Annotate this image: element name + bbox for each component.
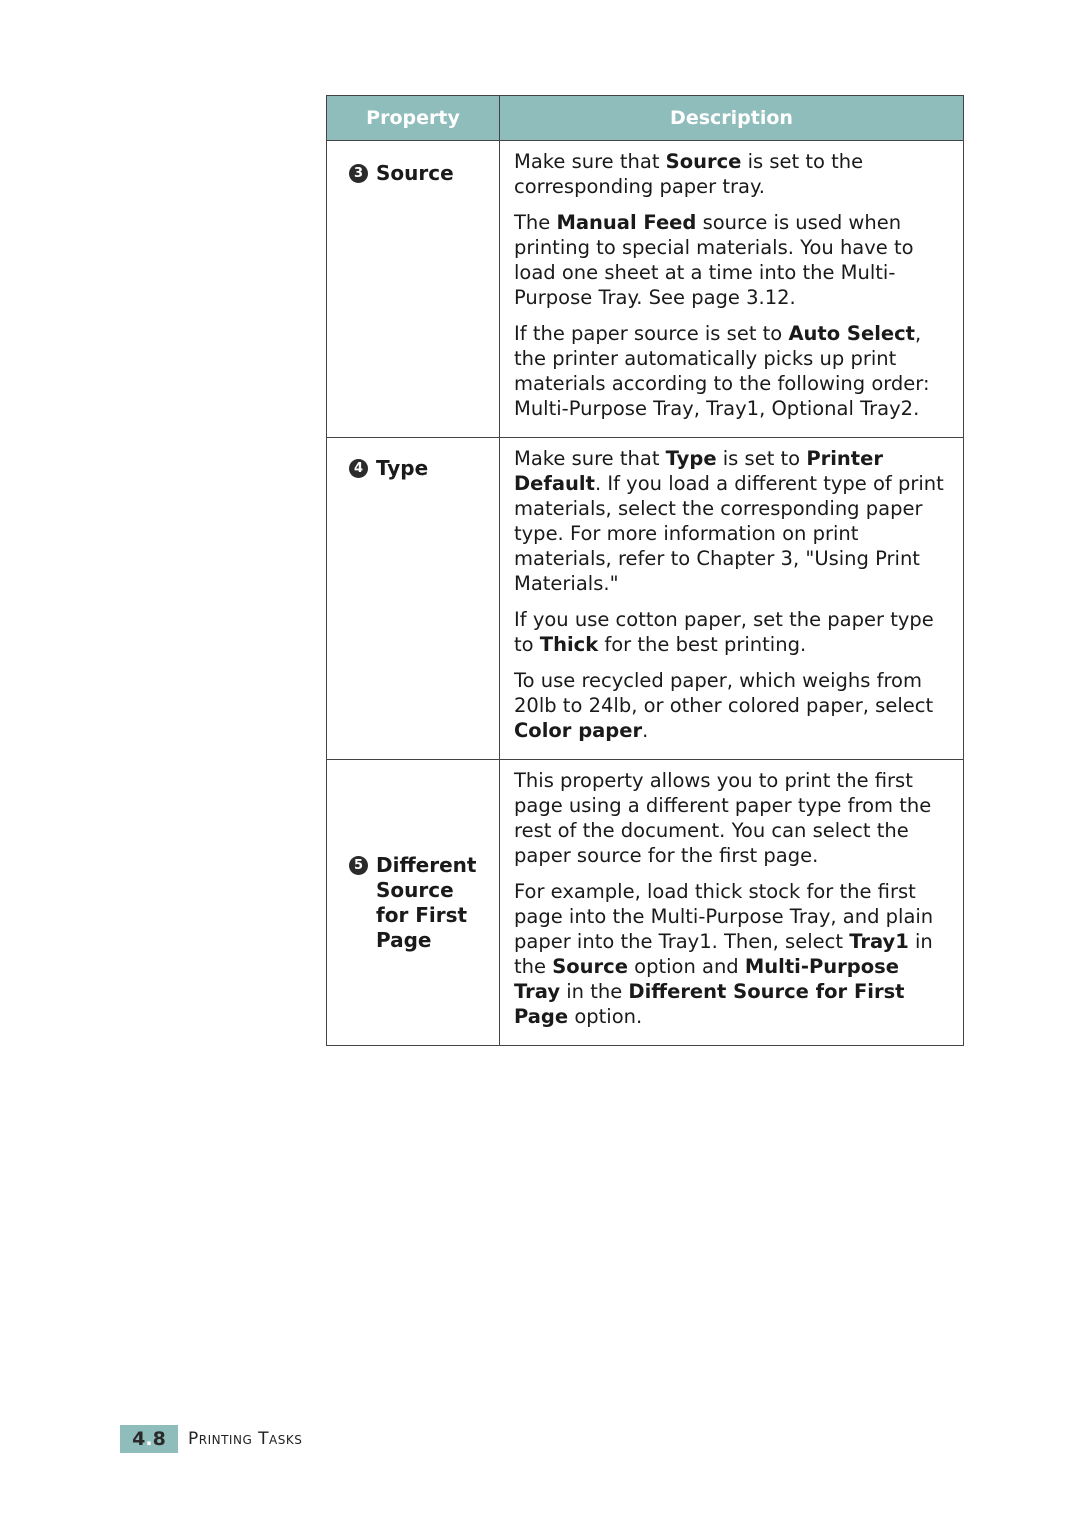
number-3-icon: 3	[349, 164, 368, 183]
page-footer	[120, 1425, 302, 1453]
property-label-source: Source	[376, 161, 454, 185]
bold-text: Tray1	[849, 930, 909, 953]
property-source	[349, 161, 491, 186]
header-description: Description	[500, 96, 964, 141]
header-property: Property	[327, 96, 500, 141]
text: Make sure that	[514, 150, 666, 173]
property-label-different-source: Different Source for First Page	[376, 852, 477, 952]
description-cell-different-source	[500, 760, 964, 1046]
source-paragraph-3	[514, 321, 949, 421]
bold-text: Manual Feed	[556, 211, 697, 234]
bold-text: Color paper	[514, 719, 643, 742]
text: is set to the corresponding paper tray.	[514, 150, 864, 198]
property-cell-source	[327, 141, 500, 438]
type-paragraph-1	[514, 446, 949, 596]
text: for the best printing.	[598, 633, 807, 656]
text: is set to	[716, 447, 807, 470]
text: option and	[627, 955, 745, 978]
text: source is used when printing to special materials. You have to load one sheet at a time into the Multi-Purpose Tray. See page 3.12.	[514, 211, 914, 309]
table-row-type	[327, 438, 964, 760]
different-source-paragraph-1	[514, 768, 949, 868]
bold-text: Source	[665, 150, 742, 173]
text: If the paper source is set to	[514, 322, 789, 345]
table-header-row	[327, 96, 964, 141]
source-paragraph-1	[514, 149, 949, 199]
text: If you use cotton paper, set the paper type to	[514, 608, 934, 656]
property-label-type: Type	[376, 456, 429, 480]
property-cell-type	[327, 438, 500, 760]
property-cell-different-source	[327, 760, 500, 1046]
text: This property allows you to print the first page using a different paper type from the rest of the document. You can select the paper source for the first page.	[514, 769, 932, 867]
table-row-different-source	[327, 760, 964, 1046]
bold-text: Source	[552, 955, 628, 978]
text: , the printer automatically picks up print materials according to the following order: Multi-Purpose Tray, Tray1, Optional Tray2.	[514, 322, 930, 420]
text: For example, load thick stock for the first page into the Multi-Purpose Tray, and plain paper into the Tray1. Then, select	[514, 880, 934, 953]
type-paragraph-2	[514, 607, 949, 657]
text: Make sure that	[514, 447, 666, 470]
type-paragraph-3	[514, 668, 949, 743]
description-cell-type	[500, 438, 964, 760]
table-row-source	[327, 141, 964, 438]
number-5-icon: 5	[349, 856, 368, 875]
page-number	[120, 1425, 178, 1453]
bold-text: Different Source for First Page	[514, 980, 905, 1028]
chapter-title: Printing Tasks	[188, 1429, 303, 1449]
bold-text: Multi-Purpose Tray	[514, 955, 899, 1003]
text: The	[514, 211, 557, 234]
bold-text: Auto Select	[788, 322, 915, 345]
property-different-source	[349, 853, 491, 953]
text: option.	[568, 1005, 643, 1028]
page-number-page: 8	[152, 1428, 166, 1450]
number-4-icon: 4	[349, 459, 368, 478]
text: To use recycled paper, which weighs from 20lb to 24lb, or other colored paper, select	[514, 669, 934, 717]
bold-text: Thick	[539, 633, 599, 656]
different-source-paragraph-2	[514, 879, 949, 1029]
text: in the	[514, 930, 933, 978]
description-cell-source	[500, 141, 964, 438]
property-type	[349, 456, 491, 481]
property-table	[326, 95, 964, 1046]
page-number-chapter: 4	[132, 1428, 146, 1450]
source-paragraph-2	[514, 210, 949, 310]
page-number-separator: .	[145, 1428, 153, 1450]
bold-text: Type	[665, 447, 717, 470]
text: in the	[560, 980, 629, 1003]
bold-text: Printer Default	[514, 447, 883, 495]
text: .	[642, 719, 649, 742]
text: . If you load a different type of print materials, select the corresponding paper type. For more information on print materials, refer to Chapter 3, "Using Print Materials."	[514, 472, 944, 595]
